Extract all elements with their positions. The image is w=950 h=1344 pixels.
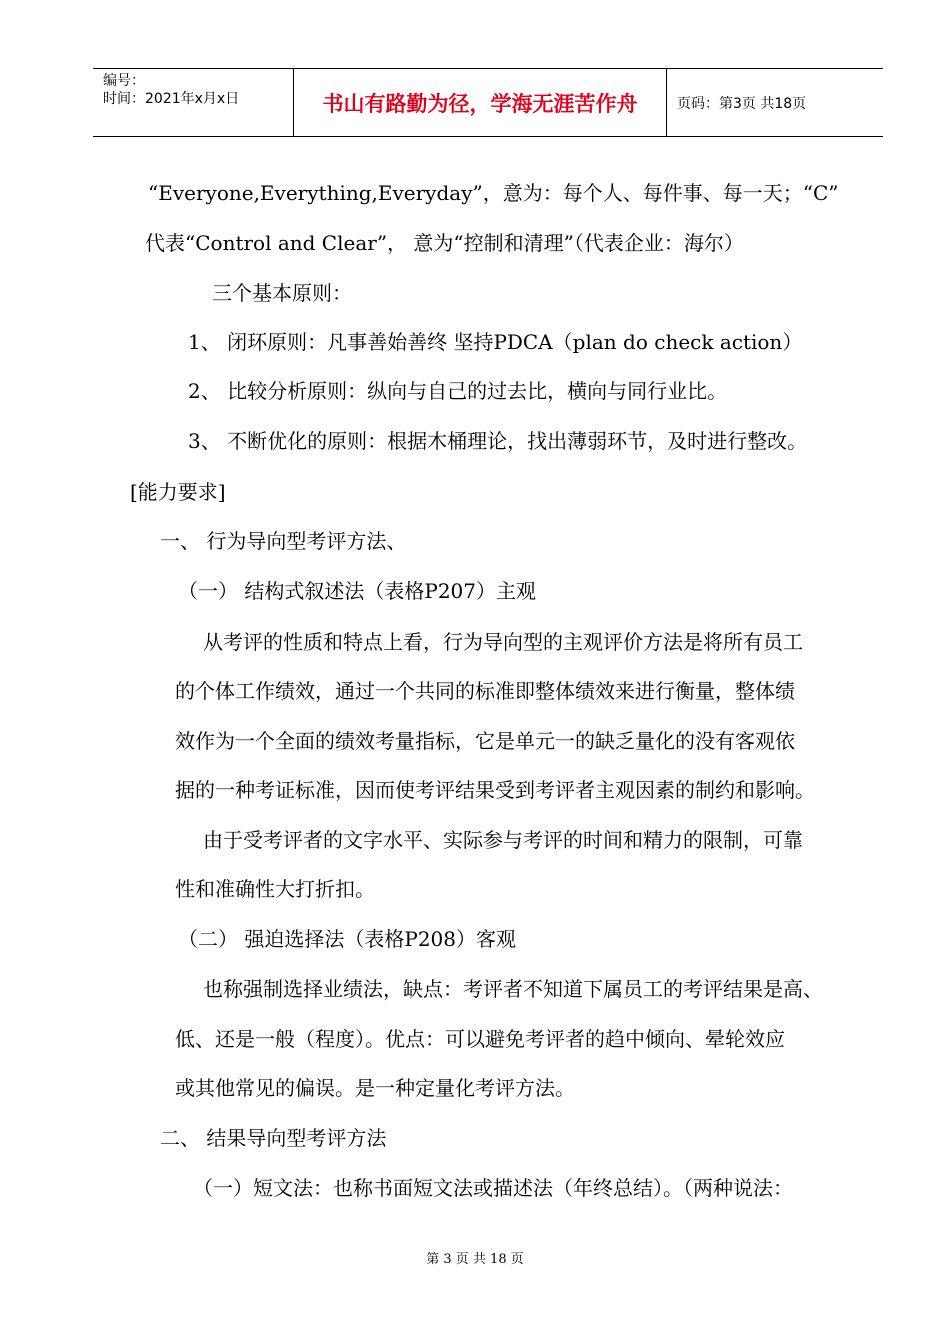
list-item: 2、 比较分析原则：纵向与自己的过去比，横向与同行业比。 bbox=[188, 379, 728, 403]
body-line: 的个体工作绩效，通过一个共同的标准即整体绩效来进行衡量，整体绩 bbox=[175, 679, 795, 703]
header-page-number: 页码：第3页 共18页 bbox=[677, 95, 807, 112]
page-footer: 第 3 页 共 18 页 bbox=[426, 1252, 524, 1267]
body-line: 据的一种考证标准，因而使考评结果受到考评者主观因素的制约和影响。 bbox=[175, 778, 815, 802]
subsection-heading: （一） 结构式叙述法（表格P207）主观 bbox=[178, 579, 536, 603]
number-label: 编号： bbox=[103, 73, 145, 89]
body-line: 或其他常见的偏误。是一种定量化考评方法。 bbox=[175, 1076, 575, 1100]
section-heading: 一、 行为导向型考评方法、 bbox=[160, 529, 407, 553]
body-line: 性和准确性大打折扣。 bbox=[175, 877, 375, 901]
body-line: 代表“Control and Clear”， 意为“控制和清理”（代表企业：海尔） bbox=[145, 231, 744, 255]
list-item: 3、 不断优化的原则：根据木桶理论，找出薄弱环节，及时进行整改。 bbox=[188, 429, 808, 453]
header-motto: 书山有路勤为径，学海无涯苦作舟 bbox=[294, 69, 667, 136]
subsection-heading: （二） 强迫选择法（表格P208）客观 bbox=[178, 927, 516, 951]
body-line: 由于受考评者的文字水平、实际参与考评的时间和精力的限制，可靠 bbox=[203, 828, 803, 852]
section-heading: 三个基本原则： bbox=[212, 281, 352, 305]
section-heading: 二、 结果导向型考评方法 bbox=[160, 1126, 387, 1150]
body-line: “Everyone,Everything,Everyday”，意为：每个人、每件事、每一天；“C” bbox=[148, 181, 839, 205]
body-line: 低、还是一般（程度）。优点：可以避免考评者的趋中倾向、晕轮效应 bbox=[175, 1027, 785, 1051]
page-header bbox=[93, 68, 883, 137]
section-heading: [能力要求] bbox=[130, 480, 226, 504]
body-line: 效作为一个全面的绩效考量指标，它是单元一的缺乏量化的没有客观依 bbox=[175, 729, 795, 753]
body-line: 从考评的性质和特点上看，行为导向型的主观评价方法是将所有员工 bbox=[203, 630, 803, 654]
list-item: 1、 闭环原则：凡事善始善终 坚持PDCA（plan do check action） bbox=[188, 330, 803, 354]
time-label: 时间：2021年x月x日 bbox=[103, 91, 240, 107]
subsection-heading: （一）短文法：也称书面短文法或描述法（年终总结）。（两种说法： bbox=[193, 1176, 793, 1200]
header-meta bbox=[93, 69, 294, 136]
body-line: 也称强制选择业绩法，缺点：考评者不知道下属员工的考评结果是高、 bbox=[203, 977, 823, 1001]
